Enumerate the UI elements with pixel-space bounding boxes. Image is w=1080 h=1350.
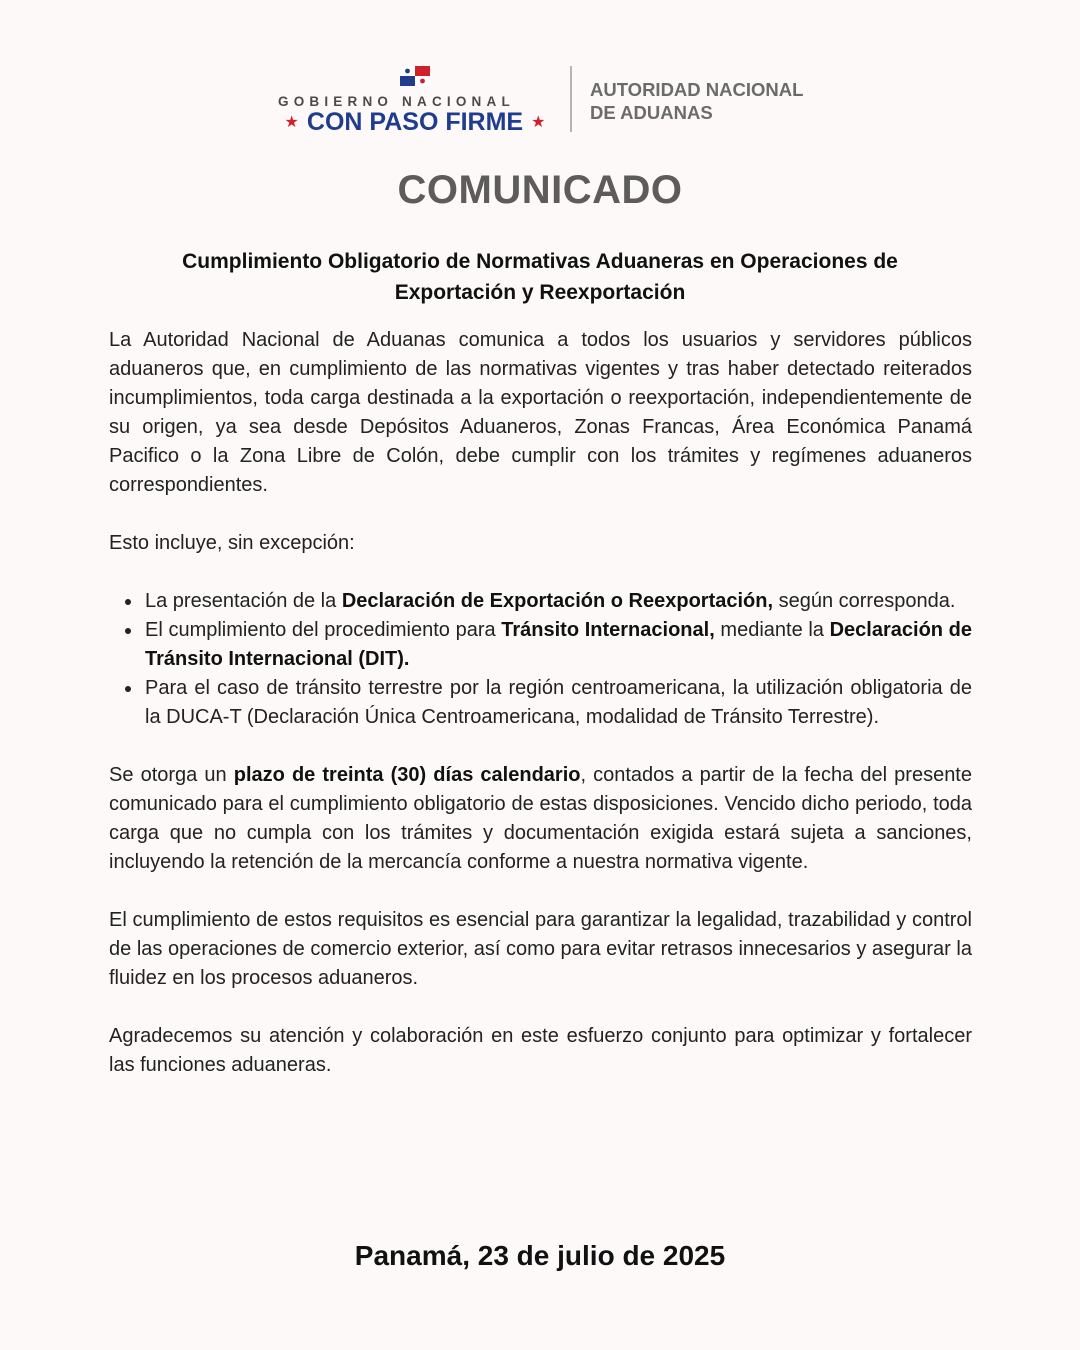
deadline-paragraph: Se otorga un plazo de treinta (30) días calendario, contados a partir de la fecha del presente comunicado para el cumplimiento obligatorio de estas disposiciones. Vencido dicho periodo, toda carga que no cumpla con los trámites y documentación exigida estará sujeta a sanciones, incluyendo la retención de la mercancía conforme a nuestra normativa vigente. xyxy=(109,764,972,873)
thanks-paragraph: Agradecemos su atención y colaboración en este esfuerzo conjunto para optimizar y fortalecer las funciones aduaneras. xyxy=(109,1025,972,1076)
intro-paragraph: La Autoridad Nacional de Aduanas comunica a todos los usuarios y servidores públicos aduaneros que, en cumplimiento de las normativas vigentes y tras haber detectado reiterados incumplimientos, toda carga destinada a la exportación o reexportación, independientemente de su origen, ya sea desde Depósitos Aduaneros, Zonas Francas, Área Económica Panamá Pacifico o la Zona Libre de Colón, debe cumplir con los trámites y regímenes aduaneros correspondientes. xyxy=(109,329,972,496)
panama-flag-icon xyxy=(400,66,430,86)
includes-label: Esto incluye, sin excepción: xyxy=(109,532,355,554)
page-title: COMUNICADO xyxy=(397,168,683,212)
subtitle-line-1: Cumplimiento Obligatorio de Normativas Aduaneras en Operaciones de xyxy=(182,250,898,273)
list-item: Para el caso de tránsito terrestre por la región centroamericana, la utilización obligatoria de la DUCA-T (Declaración Única Centroamericana, modalidad de Tránsito Terrestre). xyxy=(109,674,972,732)
communique-body xyxy=(109,326,972,1080)
list-item: La presentación de la Declaración de Exportación o Reexportación, según corresponda. xyxy=(109,587,972,616)
gov-slogan-text: CON PASO FIRME xyxy=(306,108,524,136)
star-icon: ★ xyxy=(531,114,546,131)
importance-paragraph: El cumplimiento de estos requisitos es esencial para garantizar la legalidad, trazabilidad y control de las operaciones de comercio exterior, así como para evitar retrasos innecesarios y asegurar la fluidez en los procesos aduaneros. xyxy=(109,909,972,989)
list-item: El cumplimiento del procedimiento para Tránsito Internacional, mediante la Declaración de Tránsito Internacional (DIT). xyxy=(109,616,972,674)
agency-line-2: DE ADUANAS xyxy=(590,102,713,123)
logo-divider xyxy=(570,66,572,132)
gov-slogan xyxy=(278,108,552,137)
agency-line-1: AUTORIDAD NACIONAL xyxy=(590,79,804,100)
gov-tagline: GOBIERNO NACIONAL xyxy=(278,94,515,109)
issue-date: Panamá, 23 de julio de 2025 xyxy=(354,1240,726,1271)
requirements-list xyxy=(109,587,972,732)
subtitle-line-2: Exportación y Reexportación xyxy=(394,281,686,304)
government-logo xyxy=(278,62,552,136)
header xyxy=(0,62,1080,136)
star-icon: ★ xyxy=(284,114,299,131)
agency-name xyxy=(590,78,803,124)
subtitle xyxy=(130,246,950,308)
